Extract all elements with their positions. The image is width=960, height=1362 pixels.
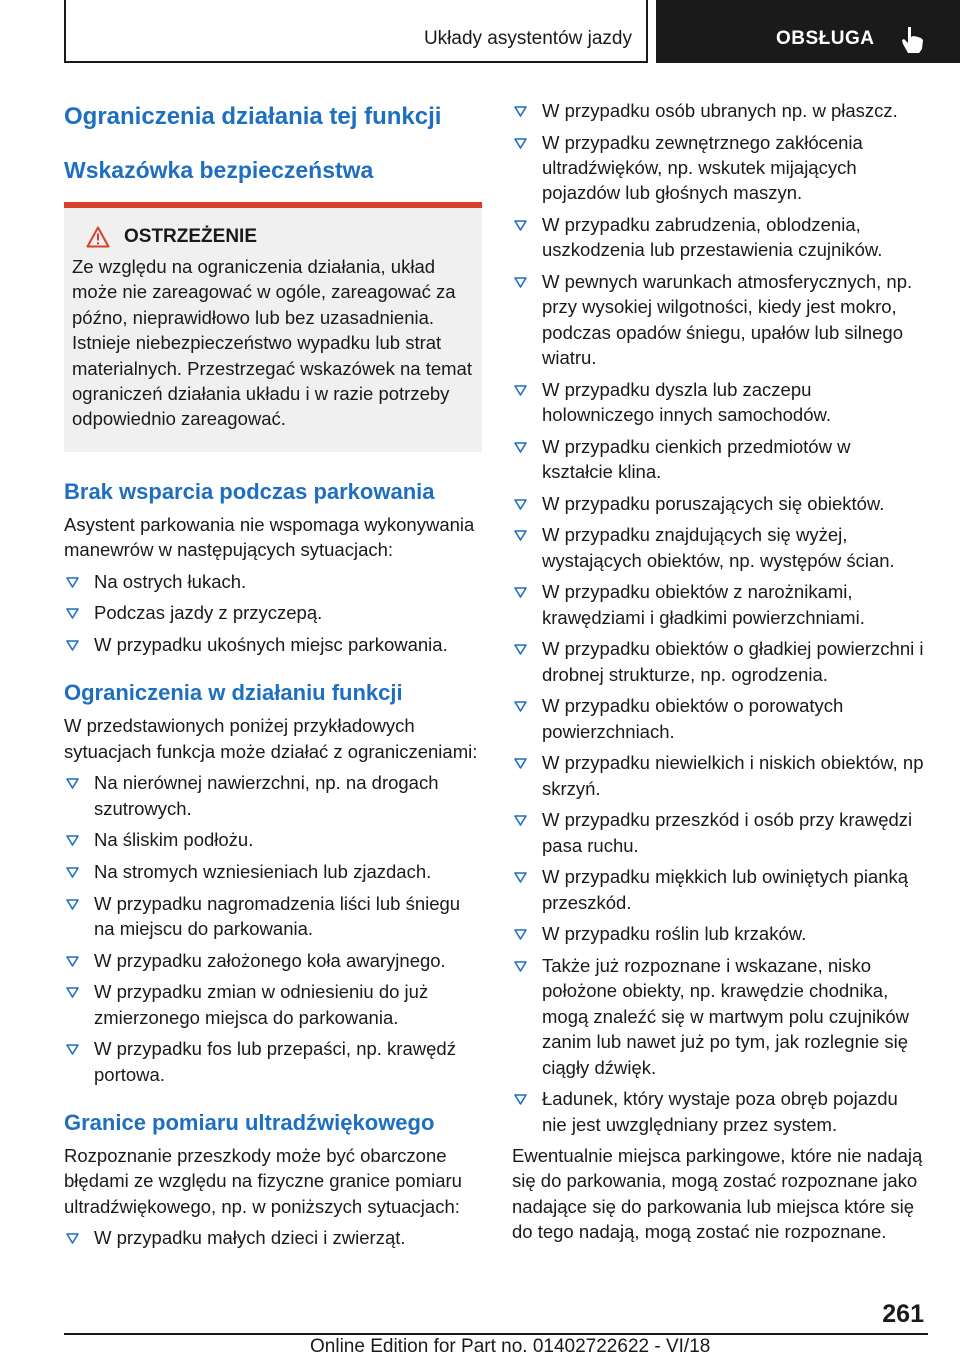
footer-divider [64,1333,928,1335]
triangle-bullet-icon [514,530,527,541]
header-section-box [64,0,648,63]
page-title: Ograniczenia działania tej funkcji [64,103,442,130]
section-heading-parking-support: Brak wsparcia podczas parkowania [64,478,435,504]
bullet-list [64,1225,482,1250]
triangle-bullet-icon [514,220,527,231]
section-intro: W przedstawionych poniżej przykładowych sytuacjach funkcja może działać z ograniczeniami: [64,715,478,762]
triangle-bullet-icon [66,1044,79,1055]
list-item: W przypadku obiektów z narożnikami, krawędziami i gładkimi powierzchniami. [512,579,926,630]
triangle-bullet-icon [514,442,527,453]
list-item: W przypadku dyszla lub zaczepu holowniczego innych samochodów. [512,377,926,428]
list-item: Także już rozpoznane i wskazane, nisko położone obiekty, np. krawędzie chodnika, mogą znaleźć się w martwym polu czujników zanim lub nawet już po tym, jak rozlegnie się ciągły dźwięk. [512,953,926,1080]
list-item: W przypadku obiektów o porowatych powierzchniach. [512,693,926,744]
triangle-bullet-icon [514,929,527,940]
triangle-bullet-icon [66,956,79,967]
triangle-bullet-icon [514,499,527,510]
triangle-bullet-icon [514,385,527,396]
header-chapter-title: OBSŁUGA [776,28,875,49]
section-intro: Rozpoznanie przeszkody może być obarczone błędami ze względu na fizyczne granice pomiaru ultradźwiękowego, np. w poniższych sytuacjach: [64,1145,462,1217]
list-item: Na stromych wzniesieniach lub zjazdach. [64,859,482,884]
warning-text: Ze względu na ograniczenia działania, układ może nie zareagować w ogóle, zareagować za późno, nieprawidłowo lub bez uzasadnienia. Istnieje niebezpieczeństwo wypadku lub strat materialnych. Przestrzegać wskazówek na temat ograniczeń działania układu i w razie potrzeby odpowiednio zareagować. [72,256,472,430]
list-item: W przypadku zmian w odniesieniu do już zmierzonego miejsca do parkowania. [64,979,482,1030]
warning-header [72,226,472,248]
triangle-bullet-icon [66,1233,79,1244]
section-heading-limitations: Ograniczenia w działaniu funkcji [64,680,403,706]
closing-paragraph: Ewentualnie miejsca parkingowe, które nie nadają się do parkowania, mogą zostać rozpoznane jako nadające się do parkowania lub miejsca które się do tego nadają, mogą zostać nie rozpoznane. [512,1145,923,1243]
triangle-bullet-icon [514,758,527,769]
list-item: W przypadku przeszkód i osób przy krawędzi pasa ruchu. [512,807,926,858]
triangle-bullet-icon [514,644,527,655]
list-item: W przypadku obiektów o gładkiej powierzchni i drobnej strukturze, np. ogrodzenia. [512,636,926,687]
list-item: W przypadku nagromadzenia liści lub śniegu na miejscu do parkowania. [64,891,482,942]
list-item: Na nierównej nawierzchni, np. na drogach szutrowych. [64,770,482,821]
list-item: Na śliskim podłożu. [64,827,482,852]
list-item: Ładunek, który wystaje poza obręb pojazdu nie jest uwzględniany przez system. [512,1086,926,1137]
list-item: W przypadku założonego koła awaryjnego. [64,948,482,973]
safety-subtitle: Wskazówka bezpieczeństwa [64,157,374,183]
triangle-bullet-icon [514,138,527,149]
right-column [512,98,926,1245]
list-item: W przypadku niewielkich i niskich obiektów, np skrzyń. [512,750,926,801]
section-intro: Asystent parkowania nie wspomaga wykonywania manewrów w następujących sytuacjach: [64,513,475,561]
bullet-list [512,98,926,1137]
triangle-bullet-icon [66,867,79,878]
triangle-bullet-icon [514,106,527,117]
list-item: W przypadku osób ubranych np. w płaszcz. [512,98,926,123]
section-heading-ultrasonic-limits: Granice pomiaru ultradźwiękowego [64,1110,435,1136]
triangle-bullet-icon [514,277,527,288]
list-item: W przypadku małych dzieci i zwierząt. [64,1225,482,1250]
triangle-bullet-icon [514,872,527,883]
bullet-list [64,569,482,658]
bullet-list [64,770,482,1087]
triangle-bullet-icon [514,815,527,826]
list-item: W przypadku zewnętrznego zakłócenia ultradźwięków, np. wskutek mijających pojazdów lub głośnych maszyn. [512,130,926,206]
triangle-bullet-icon [514,701,527,712]
triangle-bullet-icon [514,961,527,972]
header-chapter-tab[interactable] [656,0,960,63]
list-item: W przypadku poruszających się obiektów. [512,491,926,516]
triangle-bullet-icon [514,587,527,598]
list-item: W przypadku ukośnych miejsc parkowania. [64,632,482,657]
warning-triangle-icon [86,226,110,248]
list-item: W pewnych warunkach atmosferycznych, np. przy wysokiej wilgotności, kiedy jest mokro, podczas opadów śniegu, upałów lub silnego wiatru. [512,269,926,371]
list-item: W przypadku fos lub przepaści, np. krawędź portowa. [64,1036,482,1087]
warning-label: OSTRZEŻENIE [124,226,258,247]
list-item: W przypadku roślin lub krzaków. [512,921,926,946]
list-item: W przypadku cienkich przedmiotów w kształcie klina. [512,434,926,485]
warning-box [64,202,482,452]
page-number: 261 [882,1300,924,1328]
triangle-bullet-icon [66,899,79,910]
list-item: Na ostrych łukach. [64,569,482,594]
list-item: W przypadku znajdujących się wyżej, wystających obiektów, np. występów ścian. [512,522,926,573]
triangle-bullet-icon [66,640,79,651]
left-column [64,100,482,1251]
triangle-bullet-icon [514,1094,527,1105]
triangle-bullet-icon [66,987,79,998]
list-item: Podczas jazdy z przyczepą. [64,600,482,625]
triangle-bullet-icon [66,778,79,789]
header-section-title: Układy asystentów jazdy [423,28,632,49]
footer-edition: Online Edition for Part no. 01402722622 - VI/18 [310,1336,711,1357]
list-item: W przypadku zabrudzenia, oblodzenia, uszkodzenia lub przestawienia czujników. [512,212,926,263]
triangle-bullet-icon [66,608,79,619]
triangle-bullet-icon [66,835,79,846]
list-item: W przypadku miękkich lub owiniętych pianką przeszkód. [512,864,926,915]
triangle-bullet-icon [66,577,79,588]
pointing-hand-icon [900,24,926,54]
